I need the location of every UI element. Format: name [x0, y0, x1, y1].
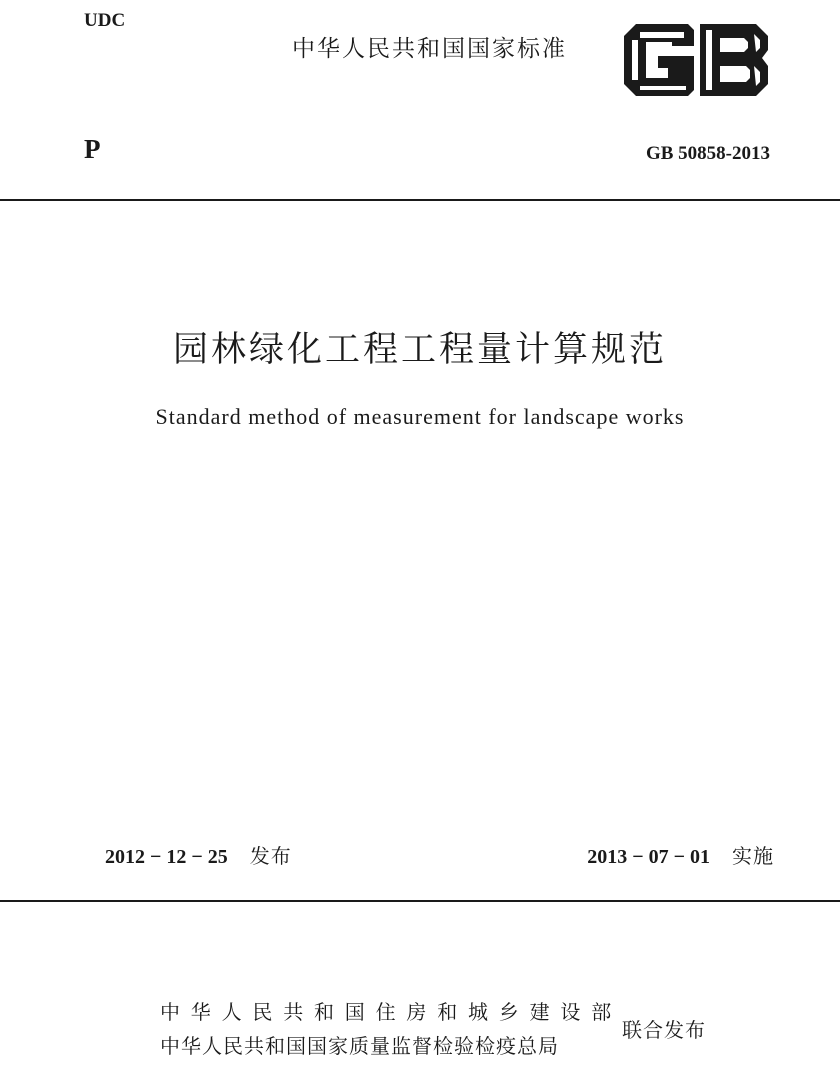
- effective-date-row: [587, 840, 774, 869]
- standard-number: GB 50858-2013: [645, 143, 770, 164]
- category-code: P: [84, 134, 101, 164]
- publisher-ministry-housing: 中华人民共和国住房和城乡建设部: [160, 1000, 622, 1024]
- publish-date: 2012 − 12 − 25: [105, 846, 228, 868]
- joint-publish-label: 联合发布: [622, 1018, 706, 1042]
- issuer-heading: 中华人民共和国国家标准: [292, 36, 567, 62]
- udc-label: UDC: [84, 10, 126, 31]
- top-divider: [0, 199, 840, 201]
- title-chinese: 园林绿化工程工程量计算规范: [172, 330, 667, 370]
- gb-logo: [620, 20, 772, 100]
- effective-date: 2013 − 07 − 01: [587, 846, 710, 868]
- publish-label: 发布: [249, 844, 292, 868]
- publish-date-row: [105, 840, 292, 869]
- effective-label: 实施: [732, 844, 774, 868]
- gb-logo-icon: [620, 20, 772, 100]
- publisher-aqsiq: 中华人民共和国国家质量监督检验检疫总局: [160, 1034, 559, 1058]
- bottom-divider: [0, 900, 840, 902]
- title-english: Standard method of measurement for landscape works: [155, 404, 685, 429]
